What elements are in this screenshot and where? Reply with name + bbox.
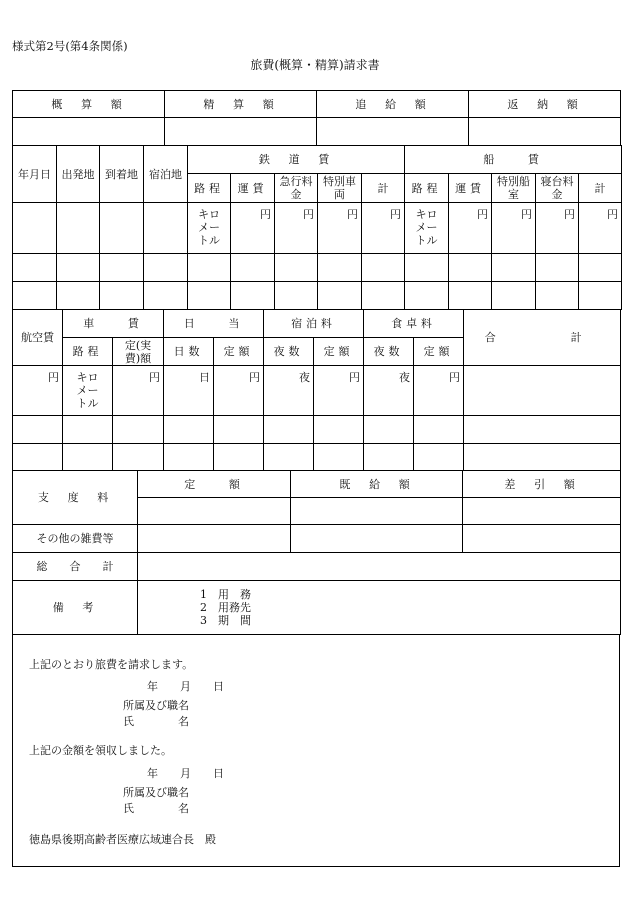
expense-cell[interactable] [464,416,621,444]
rail-special-car-header: 特別車両 [318,174,362,203]
refund-header: 返 納 額 [469,91,621,118]
meal-nights-header: 夜数 [364,338,414,366]
expense-table [12,309,621,471]
balance-header: 差 引 額 [463,471,621,498]
itinerary-cell[interactable] [231,254,275,282]
itinerary-cell[interactable] [492,254,536,282]
itinerary-cell[interactable] [492,282,536,310]
expense-cell[interactable] [63,444,113,471]
receipt-date: 年 月 日 [147,767,224,780]
expense-cell[interactable] [214,416,264,444]
ship-berth-header: 寝台料金 [536,174,579,203]
meal-nights-unit: 夜 [364,366,414,416]
ship-distance-unit: キロメートル [405,203,449,254]
ship-total-header: 計 [579,174,622,203]
itinerary-cell[interactable] [318,282,362,310]
rail-total-yen: 円 [362,203,405,254]
itinerary-cell[interactable] [13,254,57,282]
ship-fare-yen: 円 [449,203,492,254]
expense-cell[interactable] [314,444,364,471]
form-title: 旅費(概算・精算)請求書 [250,58,380,72]
itinerary-table [12,145,622,310]
remarks-destination: 2 用務先 [200,601,251,614]
rail-special-car-yen: 円 [318,203,362,254]
rail-fare-sub-header: 運賃 [231,174,275,203]
daily-days-unit: 日 [164,366,214,416]
ship-total-yen: 円 [579,203,622,254]
claim-statement: 上記のとおり旅費を請求します。 [29,658,194,671]
itinerary-cell[interactable] [579,254,622,282]
rail-fare-yen: 円 [231,203,275,254]
rail-total-header: 計 [362,174,405,203]
remarks-business: 1 用 務 [200,588,251,601]
grand-total-label: 総 合 計 [13,553,138,581]
expense-cell[interactable] [464,444,621,471]
misc-expense-label: その他の雑費等 [13,525,138,553]
car-fare-header: 車 賃 [63,310,164,338]
settlement-table [12,470,621,635]
lodging-place-cell[interactable] [144,203,188,254]
form-number: 様式第2号(第4条関係) [12,39,128,53]
ship-fare-header: 船 賃 [405,146,622,174]
addressee: 徳島県後期高齢者医療広域連合長 殿 [29,833,216,846]
expense-cell[interactable] [214,444,264,471]
claim-date: 年 月 日 [147,680,224,693]
rail-fare-header: 鉄 道 賃 [188,146,405,174]
amount-summary-table [12,90,621,146]
settlement-header: 精 算 額 [165,91,317,118]
meal-fixed-yen: 円 [414,366,464,416]
receipt-statement: 上記の金額を領収しました。 [29,744,172,757]
expense-cell[interactable] [164,444,214,471]
itinerary-cell[interactable] [405,282,449,310]
remarks-period: 3 期 間 [200,614,251,627]
expense-cell[interactable] [63,416,113,444]
itinerary-cell[interactable] [362,254,405,282]
preparation-fee-header: 支 度 料 [13,471,138,525]
meal-fee-header: 食卓料 [364,310,464,338]
paid-amount-header: 既 給 額 [291,471,463,498]
expense-cell[interactable] [164,416,214,444]
grand-total-cell[interactable] [138,553,621,581]
settlement-cell[interactable] [165,118,317,146]
itinerary-cell[interactable] [144,282,188,310]
ship-special-cabin-header: 特別船室 [492,174,536,203]
claim-name-label: 氏 名 [123,715,189,728]
lodging-nights-header: 夜数 [264,338,314,366]
arrival-header: 到着地 [100,146,144,203]
itinerary-cell[interactable] [100,254,144,282]
lodging-place-header: 宿泊地 [144,146,188,203]
receipt-affiliation-label: 所属及び職名 [123,786,189,799]
receipt-name-label: 氏 名 [123,802,189,815]
lodging-fee-header: 宿泊料 [264,310,364,338]
lodging-fixed-yen: 円 [314,366,364,416]
paid-amount-cell[interactable] [291,498,463,525]
expense-cell[interactable] [13,416,63,444]
daily-fixed-header: 定額 [214,338,264,366]
itinerary-cell[interactable] [275,282,318,310]
car-distance-unit: キロメートル [63,366,113,416]
itinerary-cell[interactable] [231,282,275,310]
remarks-cell [138,581,621,635]
claim-section [12,634,620,867]
rail-express-header: 急行料金 [275,174,318,203]
expense-cell[interactable] [364,444,414,471]
itinerary-cell[interactable] [57,254,100,282]
claim-affiliation-label: 所属及び職名 [123,699,189,712]
itinerary-cell[interactable] [13,282,57,310]
rail-distance-header: 路程 [188,174,231,203]
fixed-amount-cell[interactable] [138,498,291,525]
expense-cell[interactable] [264,416,314,444]
expense-cell[interactable] [13,444,63,471]
total-cell[interactable] [464,366,621,416]
ship-distance-header: 路程 [405,174,449,203]
refund-cell[interactable] [469,118,621,146]
itinerary-cell[interactable] [188,254,231,282]
expense-cell[interactable] [314,416,364,444]
itinerary-cell[interactable] [405,254,449,282]
departure-cell[interactable] [57,203,100,254]
balance-cell[interactable] [463,498,621,525]
date-cell[interactable] [13,203,57,254]
expense-cell[interactable] [364,416,414,444]
itinerary-cell[interactable] [275,254,318,282]
meal-fixed-header: 定額 [414,338,464,366]
rail-distance-unit: キロメートル [188,203,231,254]
air-fare-header: 航空賃 [13,310,63,366]
expense-cell[interactable] [414,416,464,444]
estimate-header: 概 算 額 [13,91,165,118]
estimate-cell[interactable] [13,118,165,146]
air-fare-yen: 円 [13,366,63,416]
total-header: 合 計 [464,310,621,366]
itinerary-cell[interactable] [449,254,492,282]
arrival-cell[interactable] [100,203,144,254]
misc-fixed-cell[interactable] [138,525,291,553]
date-header: 年月日 [13,146,57,203]
ship-special-cabin-yen: 円 [492,203,536,254]
lodging-fixed-header: 定額 [314,338,364,366]
itinerary-cell[interactable] [188,282,231,310]
additional-header: 追 給 額 [317,91,469,118]
itinerary-cell[interactable] [100,282,144,310]
misc-paid-cell[interactable] [291,525,463,553]
itinerary-cell[interactable] [536,282,579,310]
departure-header: 出発地 [57,146,100,203]
car-fixed-header: 定(実費)額 [113,338,164,366]
itinerary-cell[interactable] [362,282,405,310]
lodging-nights-unit: 夜 [264,366,314,416]
fixed-amount-header: 定 額 [138,471,291,498]
itinerary-cell[interactable] [536,254,579,282]
car-fixed-yen: 円 [113,366,164,416]
misc-balance-cell[interactable] [463,525,621,553]
daily-days-header: 日数 [164,338,214,366]
expense-cell[interactable] [264,444,314,471]
remarks-label: 備 考 [13,581,138,635]
ship-fare-sub-header: 運賃 [449,174,492,203]
car-distance-header: 路程 [63,338,113,366]
daily-allowance-header: 日 当 [164,310,264,338]
itinerary-cell[interactable] [318,254,362,282]
itinerary-cell[interactable] [144,254,188,282]
additional-cell[interactable] [317,118,469,146]
itinerary-cell[interactable] [579,282,622,310]
itinerary-cell[interactable] [449,282,492,310]
itinerary-cell[interactable] [57,282,100,310]
expense-cell[interactable] [113,416,164,444]
expense-cell[interactable] [414,444,464,471]
daily-fixed-yen: 円 [214,366,264,416]
rail-express-yen: 円 [275,203,318,254]
ship-berth-yen: 円 [536,203,579,254]
expense-cell[interactable] [113,444,164,471]
